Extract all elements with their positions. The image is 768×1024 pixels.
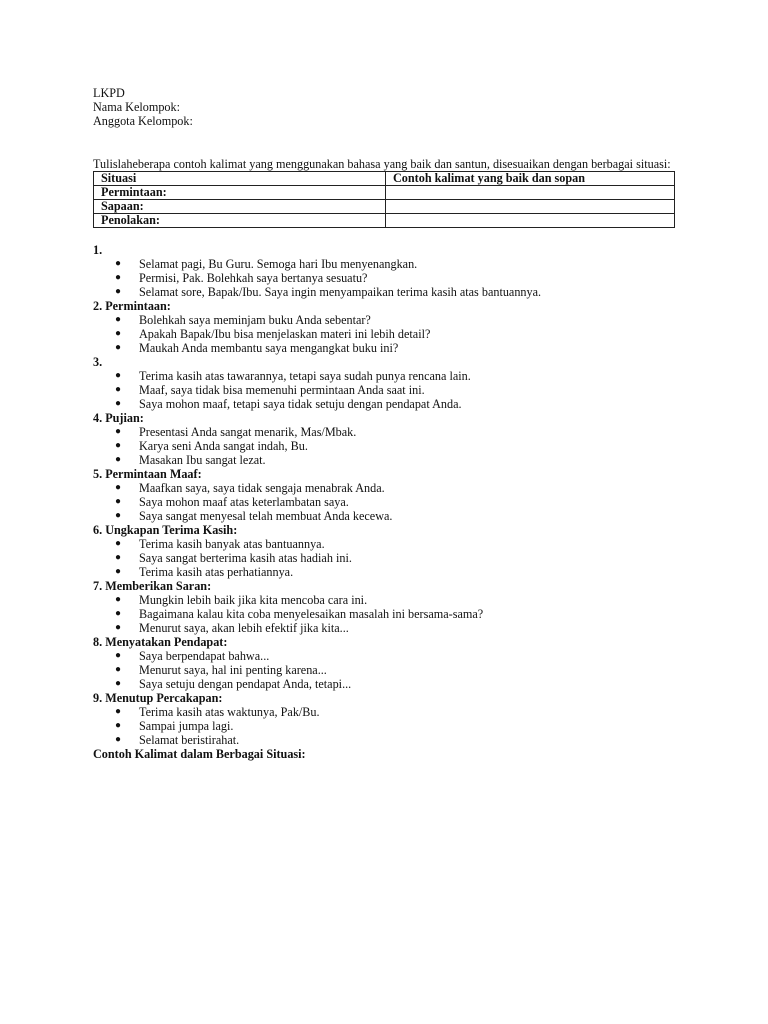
section-title: 8. Menyatakan Pendapat: — [93, 635, 228, 649]
list-item-text: Maafkan saya, saya tidak sengaja menabrak Anda. — [139, 481, 385, 495]
table-cell — [386, 186, 675, 200]
group-name-label: Nama Kelompok: — [93, 100, 180, 114]
table-row — [94, 214, 675, 228]
bullet-icon: ● — [115, 706, 122, 717]
list-item — [93, 593, 683, 607]
bullet-list — [93, 593, 683, 635]
bullet-icon: ● — [115, 426, 122, 437]
list-item-text: Saya sangat berterima kasih atas hadiah ini. — [139, 551, 352, 565]
bullet-icon: ● — [115, 650, 122, 661]
bullet-icon: ● — [115, 734, 122, 745]
bullet-icon: ● — [115, 370, 122, 381]
bullet-icon: ● — [115, 538, 122, 549]
bullet-icon: ● — [115, 440, 122, 451]
section-title: 5. Permintaan Maaf: — [93, 467, 202, 481]
list-item — [93, 481, 683, 495]
list-item-text: Selamat beristirahat. — [139, 733, 240, 747]
table-cell — [386, 200, 675, 214]
bullet-icon: ● — [115, 594, 122, 605]
list-item-text: Saya berpendapat bahwa... — [139, 649, 270, 663]
list-item — [93, 663, 683, 677]
table-cell: Penolakan: — [94, 214, 386, 228]
section-title: 3. — [93, 355, 103, 369]
list-item — [93, 369, 683, 383]
list-item-text: Terima kasih banyak atas bantuannya. — [139, 537, 325, 551]
bullet-icon: ● — [115, 328, 122, 339]
group-members-label: Anggota Kelompok: — [93, 114, 193, 128]
list-item — [93, 439, 683, 453]
table-row — [94, 186, 675, 200]
section-title: 1. — [93, 243, 103, 257]
bullet-list — [93, 537, 683, 579]
list-item-text: Terima kasih atas waktunya, Pak/Bu. — [139, 705, 320, 719]
bullet-icon: ● — [115, 720, 122, 731]
bullet-icon: ● — [115, 286, 122, 297]
list-item — [93, 327, 683, 341]
bullet-list — [93, 257, 683, 299]
list-item-text: Maukah Anda membantu saya mengangkat buku ini? — [139, 341, 399, 355]
list-item-text: Saya setuju dengan pendapat Anda, tetapi... — [139, 677, 352, 691]
list-item-text: Apakah Bapak/Ibu bisa menjelaskan materi ini lebih detail? — [139, 327, 431, 341]
list-item-text: Terima kasih atas tawarannya, tetapi saya sudah punya rencana lain. — [139, 369, 471, 383]
list-item-text: Saya sangat menyesal telah membuat Anda kecewa. — [139, 509, 393, 523]
document-page — [93, 86, 683, 761]
bullet-list — [93, 369, 683, 411]
list-item-text: Bagaimana kalau kita coba menyelesaikan masalah ini bersama-sama? — [139, 607, 484, 621]
table-cell: Sapaan: — [94, 200, 386, 214]
list-item-text: Maaf, saya tidak bisa memenuhi permintaan Anda saat ini. — [139, 383, 425, 397]
list-item — [93, 425, 683, 439]
list-item-text: Menurut saya, akan lebih efektif jika kita... — [139, 621, 349, 635]
list-item — [93, 537, 683, 551]
list-item — [93, 495, 683, 509]
bullet-icon: ● — [115, 342, 122, 353]
document-title: LKPD — [93, 86, 125, 100]
bullet-icon: ● — [115, 482, 122, 493]
bullet-list — [93, 425, 683, 467]
list-item-text: Mungkin lebih baik jika kita mencoba cara ini. — [139, 593, 368, 607]
bullet-list — [93, 481, 683, 523]
list-item — [93, 453, 683, 467]
instruction-text: Tulislaheberapa contoh kalimat yang menggunakan bahasa yang baik dan santun, disesuaikan dengan berbagai situasi: — [93, 157, 671, 171]
bullet-icon: ● — [115, 384, 122, 395]
list-item-text: Terima kasih atas perhatiannya. — [139, 565, 294, 579]
bullet-icon: ● — [115, 272, 122, 283]
list-item — [93, 285, 683, 299]
list-item — [93, 733, 683, 747]
bullet-list — [93, 649, 683, 691]
list-item-text: Karya seni Anda sangat indah, Bu. — [139, 439, 308, 453]
list-item — [93, 719, 683, 733]
bullet-icon: ● — [115, 552, 122, 563]
table-cell — [386, 214, 675, 228]
list-item — [93, 649, 683, 663]
list-item — [93, 509, 683, 523]
list-item-text: Selamat sore, Bapak/Ibu. Saya ingin menyampaikan terima kasih atas bantuannya. — [139, 285, 542, 299]
table-header-row — [94, 172, 675, 186]
list-item-text: Saya mohon maaf atas keterlambatan saya. — [139, 495, 349, 509]
list-item — [93, 257, 683, 271]
list-item-text: Bolehkah saya meminjam buku Anda sebentar? — [139, 313, 371, 327]
section-title: 4. Pujian: — [93, 411, 144, 425]
closing-heading: Contoh Kalimat dalam Berbagai Situasi: — [93, 747, 306, 761]
bullet-list — [93, 313, 683, 355]
bullet-icon: ● — [115, 398, 122, 409]
list-item — [93, 341, 683, 355]
list-item — [93, 313, 683, 327]
list-item — [93, 621, 683, 635]
example-sections — [93, 243, 683, 747]
table-cell: Permintaan: — [94, 186, 386, 200]
section-title: 7. Memberikan Saran: — [93, 579, 212, 593]
bullet-icon: ● — [115, 454, 122, 465]
bullet-icon: ● — [115, 622, 122, 633]
bullet-icon: ● — [115, 608, 122, 619]
bullet-icon: ● — [115, 678, 122, 689]
section-title: 9. Menutup Percakapan: — [93, 691, 223, 705]
bullet-icon: ● — [115, 664, 122, 675]
list-item — [93, 677, 683, 691]
bullet-list — [93, 705, 683, 747]
list-item — [93, 271, 683, 285]
list-item — [93, 705, 683, 719]
situation-table — [93, 171, 675, 228]
list-item-text: Selamat pagi, Bu Guru. Semoga hari Ibu menyenangkan. — [139, 257, 418, 271]
table-row — [94, 200, 675, 214]
bullet-icon: ● — [115, 510, 122, 521]
list-item — [93, 565, 683, 579]
list-item — [93, 551, 683, 565]
section-title: 2. Permintaan: — [93, 299, 171, 313]
list-item — [93, 383, 683, 397]
section-title: 6. Ungkapan Terima Kasih: — [93, 523, 238, 537]
list-item-text: Menurut saya, hal ini penting karena... — [139, 663, 327, 677]
list-item-text: Masakan Ibu sangat lezat. — [139, 453, 266, 467]
bullet-icon: ● — [115, 496, 122, 507]
bullet-icon: ● — [115, 258, 122, 269]
list-item-text: Sampai jumpa lagi. — [139, 719, 234, 733]
list-item-text: Presentasi Anda sangat menarik, Mas/Mbak. — [139, 425, 357, 439]
table-header-cell: Contoh kalimat yang baik dan sopan — [386, 172, 675, 186]
list-item — [93, 607, 683, 621]
list-item-text: Permisi, Pak. Bolehkah saya bertanya sesuatu? — [139, 271, 368, 285]
bullet-icon: ● — [115, 566, 122, 577]
list-item-text: Saya mohon maaf, tetapi saya tidak setuju dengan pendapat Anda. — [139, 397, 462, 411]
list-item — [93, 397, 683, 411]
table-header-cell: Situasi — [94, 172, 386, 186]
bullet-icon: ● — [115, 314, 122, 325]
